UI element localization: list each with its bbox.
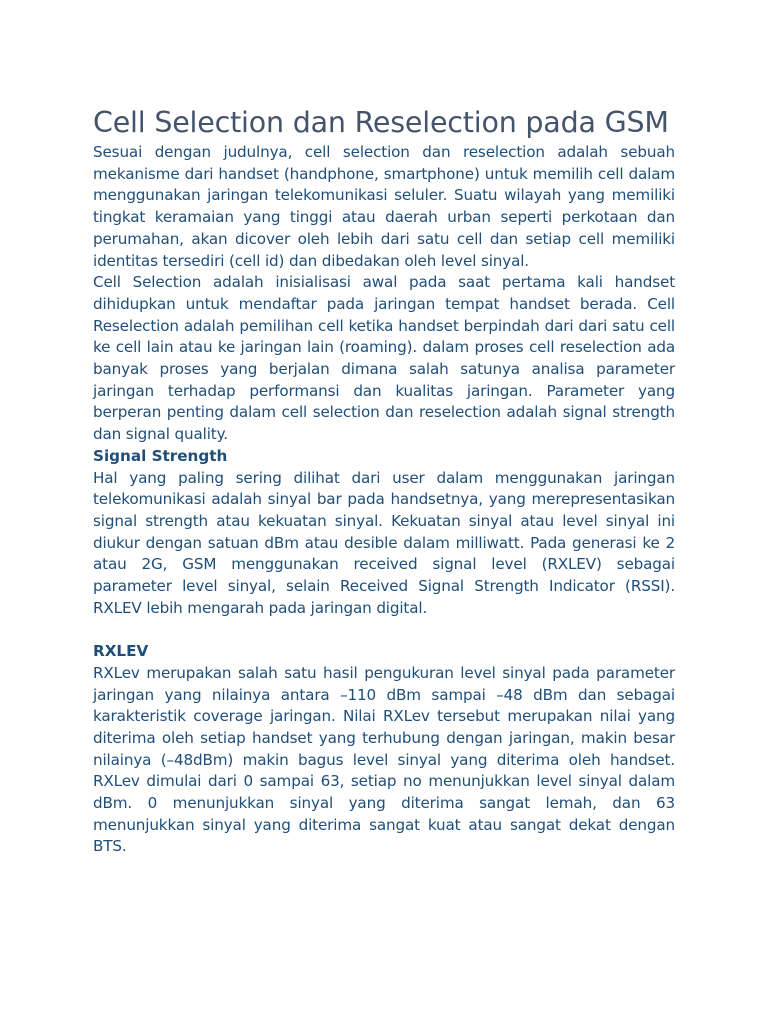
section-spacer bbox=[93, 619, 675, 641]
signal-strength-heading: Signal Strength bbox=[93, 446, 228, 465]
rxlev-heading: RXLEV bbox=[93, 642, 149, 661]
signal-strength-paragraph: Hal yang paling sering dilihat dari user dalam menggunakan jaringan telekomunikasi adalah sinyal bar pada handsetnya, yang merepresentasikan signal strength atau kekuatan sinyal. Kekuatan sinyal atau level sinyal ini diukur dengan satuan dBm atau desible dalam milliwatt. Pada generasi ke 2 atau 2G, GSM menggunakan received signal level (RXLEV) sebagai parameter level sinyal, selain Received Signal Strength Indicator (RSSI). RXLEV lebih mengarah pada jaringan digital. bbox=[93, 468, 675, 617]
cell-selection-paragraph: Cell Selection adalah inisialisasi awal pada saat pertama kali handset dihidupkan untuk mendaftar pada jaringan tempat handset berada. Cell Reselection adalah pemilihan cell ketika handset berpindah dari dari satu cell ke cell lain atau ke jaringan lain (roaming). dalam proses cell reselection ada banyak proses yang berjalan dimana salah satunya analisa parameter jaringan terhadap performansi dan kualitas jaringan. Parameter yang berperan penting dalam cell selection dan reselection adalah signal strength dan signal quality. bbox=[93, 273, 675, 444]
intro-paragraph: Sesuai dengan judulnya, cell selection dan reselection adalah sebuah mekanisme dari handset (handphone, smartphone) untuk memilih cell dalam menggunakan jaringan telekomunikasi seluler. Suatu wilayah yang memiliki tingkat keramaian yang tinggi atau daerah urban seperti perkotaan dan perumahan, akan dicover oleh lebih dari satu cell dan setiap cell memiliki identitas tersediri (cell id) dan dibedakan oleh level sinyal. bbox=[93, 143, 675, 270]
rxlev-paragraph: RXLev merupakan salah satu hasil pengukuran level sinyal pada parameter jaringan yang nilainya antara –110 dBm sampai –48 dBm dan sebagai karakteristik coverage jaringan. Nilai RXLev tersebut merupakan nilai yang diterima oleh setiap handset yang terhubung dengan jaringan, makin besar nilainya (–48dBm) makin bagus level sinyal yang diterima oleh handset. RXLev dimulai dari 0 sampai 63, setiap no menunjukkan level sinyal dalam dBm. 0 menunjukkan sinyal yang diterima sangat lemah, dan 63 menunjukkan sinyal yang diterima sangat kuat atau sangat dekat dengan BTS. bbox=[93, 663, 675, 856]
document-title: Cell Selection dan Reselection pada GSM bbox=[93, 106, 669, 139]
document-page bbox=[93, 104, 675, 858]
